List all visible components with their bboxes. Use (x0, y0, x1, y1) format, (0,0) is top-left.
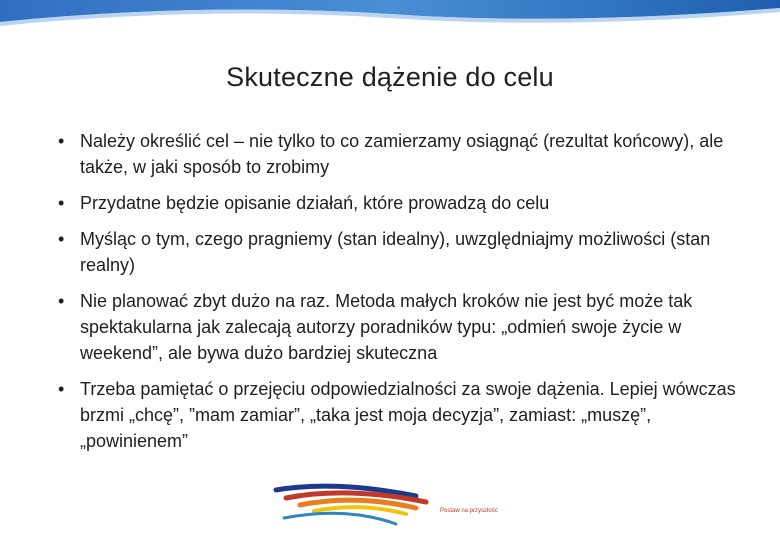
bullet-item: • Należy określić cel – nie tylko to co zamierzamy osiągnąć (rezultat końcowy), ale także, w jaki sposób to zrobimy (58, 128, 738, 180)
bullet-item: • Nie planować zbyt dużo na raz. Metoda małych kroków nie jest być może tak spektakularna jak zalecają autorzy poradników typu: „odmień swoje życie w weekend”, ale bywa dużo bardziej skuteczna (58, 288, 738, 366)
bullet-list (58, 128, 738, 464)
bullet-item: • Myśląc o tym, czego pragniemy (stan idealny), uwzględniajmy możliwości (stan realny) (58, 226, 738, 278)
bullet-item: • Trzeba pamiętać o przejęciu odpowiedzialności za swoje dążenia. Lepiej wówczas brzmi „chcę”, ”mam zamiar”, „taka jest moja decyzja”, zamiast: „muszę”, „powinienem” (58, 376, 738, 454)
logo-caption: Postaw na przyszłość (440, 508, 498, 514)
slide-title: Skuteczne dążenie do celu (226, 62, 554, 92)
bullet-item: • Przydatne będzie opisanie działań, które prowadzą do celu (58, 190, 738, 216)
header-decoration (0, 0, 780, 30)
swoosh-logo (266, 474, 436, 534)
